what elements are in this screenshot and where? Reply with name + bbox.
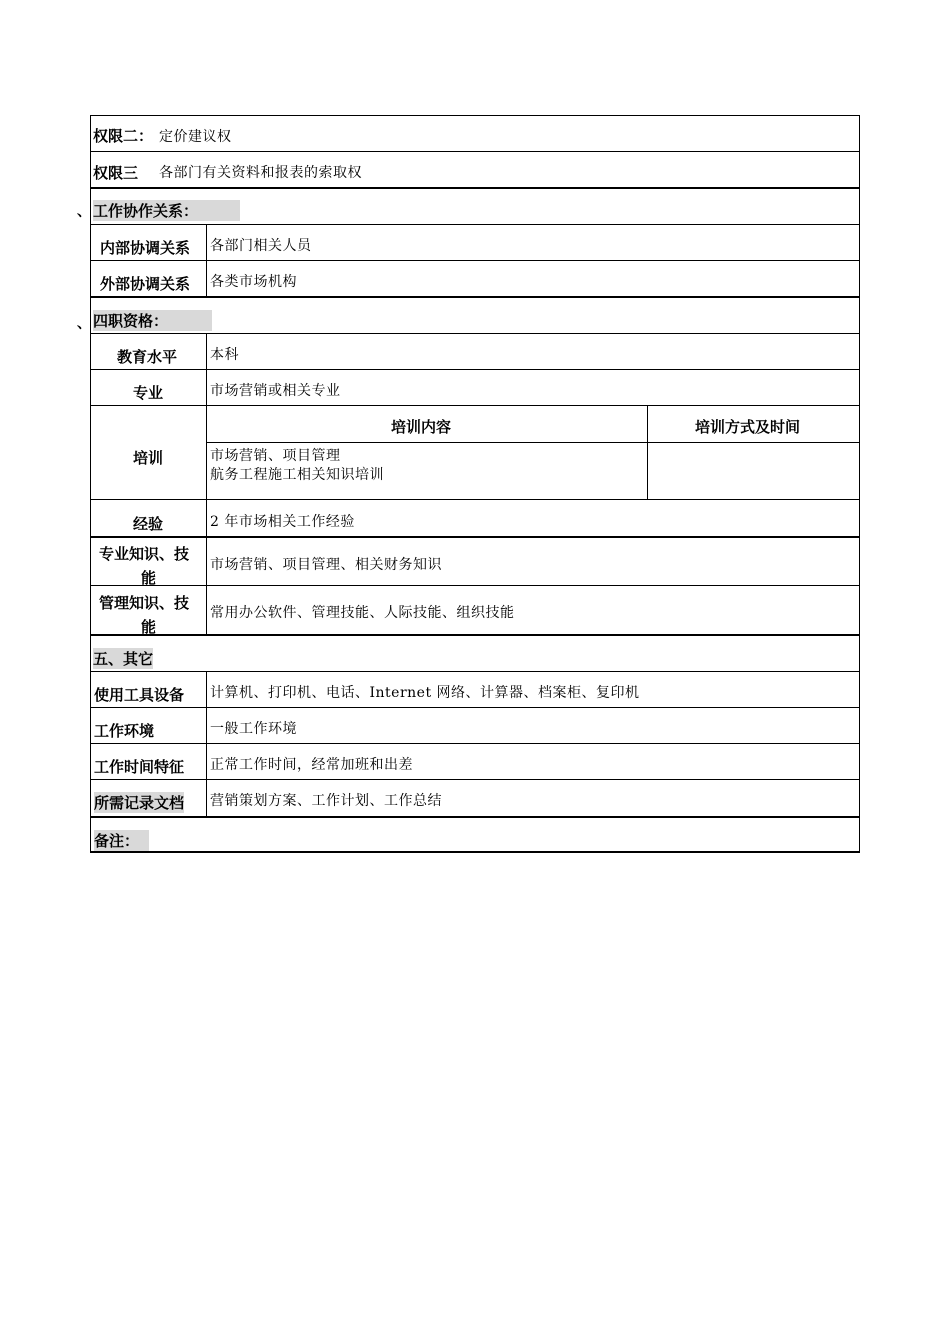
- training-label: 培训: [133, 450, 164, 467]
- experience-label: 经验: [133, 516, 164, 533]
- section-marker: 、: [77, 315, 91, 331]
- training-content-line-1: 市场营销、项目管理: [210, 448, 341, 464]
- documents-value: 营销策划方案、工作计划、工作总结: [210, 793, 442, 809]
- permission-2-row: [90, 115, 860, 151]
- professional-knowledge-value: 市场营销、项目管理、相关财务知识: [210, 557, 442, 573]
- section-marker: 、: [77, 203, 91, 219]
- permission-3-row: [90, 151, 860, 187]
- permission-3-value: 各部门有关资料和报表的索取权: [159, 165, 362, 181]
- management-knowledge-label-line-2: 能: [141, 619, 157, 636]
- training-content-header: 培训内容: [391, 419, 452, 436]
- others-section-title: 五、其它: [93, 648, 153, 669]
- notes-row: [90, 816, 860, 853]
- notes-label: 备注：: [94, 830, 149, 851]
- tools-value: 计算机、打印机、电话、Internet 网络、计算器、档案柜、复印机: [210, 685, 640, 701]
- professional-knowledge-label-line-2: 能: [141, 570, 157, 587]
- management-knowledge-row: [90, 585, 860, 634]
- permission-3-label: 权限三: [93, 165, 139, 182]
- permission-2-value: 定价建议权: [159, 129, 232, 145]
- relations-section-header: [77, 187, 860, 224]
- professional-knowledge-label-line-1: 专业知识、技: [99, 546, 190, 563]
- internal-relations-label: 内部协调关系: [100, 240, 191, 257]
- work-time-value: 正常工作时间，经常加班和出差: [210, 757, 413, 773]
- management-knowledge-value: 常用办公软件、管理技能、人际技能、组织技能: [210, 605, 515, 621]
- education-label: 教育水平: [117, 349, 178, 366]
- external-relations-row: [90, 260, 860, 296]
- environment-row: [90, 707, 860, 743]
- relations-section-title: 工作协作关系：: [93, 200, 240, 221]
- tools-label: 使用工具设备: [94, 687, 185, 704]
- management-knowledge-label-line-1: 管理知识、技: [99, 595, 190, 612]
- education-value: 本科: [210, 347, 239, 363]
- external-relations-label: 外部协调关系: [100, 276, 191, 293]
- environment-label: 工作环境: [94, 723, 155, 740]
- work-time-row: [90, 743, 860, 779]
- training-row: [90, 405, 860, 499]
- experience-row: [90, 499, 860, 536]
- external-relations-value: 各类市场机构: [210, 274, 297, 290]
- major-value: 市场营销或相关专业: [210, 383, 341, 399]
- education-row: [90, 333, 860, 369]
- work-time-label: 工作时间特征: [94, 759, 185, 776]
- training-method-header: 培训方式及时间: [695, 419, 801, 436]
- experience-value: 2 年市场相关工作经验: [210, 514, 355, 530]
- tools-row: [90, 671, 860, 707]
- permission-2-label: 权限二：: [93, 128, 154, 145]
- major-row: [90, 369, 860, 405]
- internal-relations-row: [90, 224, 860, 260]
- documents-row: [90, 779, 860, 816]
- environment-value: 一般工作环境: [210, 721, 297, 737]
- professional-knowledge-row: [90, 536, 860, 585]
- qualification-section-header: [77, 296, 860, 333]
- documents-label: 所需记录文档: [94, 792, 184, 813]
- internal-relations-value: 各部门相关人员: [210, 238, 312, 254]
- qualification-section-title: 四职资格：: [93, 310, 212, 331]
- major-label: 专业: [133, 385, 164, 402]
- training-content-line-2: 航务工程施工相关知识培训: [210, 467, 384, 483]
- others-section-header: [90, 634, 860, 671]
